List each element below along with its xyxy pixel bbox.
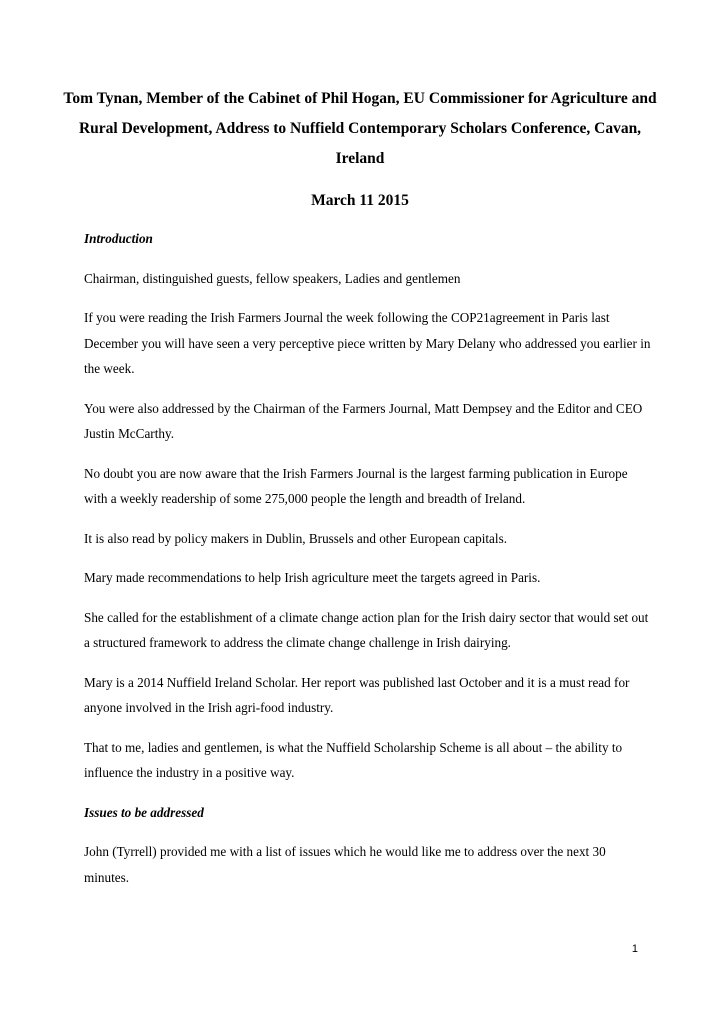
paragraph: You were also addressed by the Chairman of the Farmers Journal, Matt Dempsey and the Editor and CEO Justin McCarthy. <box>84 400 643 441</box>
paragraph: Chairman, distinguished guests, fellow speakers, Ladies and gentlemen <box>84 270 461 286</box>
document-date: March 11 2015 <box>311 192 409 209</box>
paragraph: Mary is a 2014 Nuffield Ireland Scholar. Her report was published last October and it is a must read for anyone involved in the Irish agri-food industry. <box>84 674 630 715</box>
section-heading-introduction: Introduction <box>84 231 153 246</box>
paragraph: No doubt you are now aware that the Irish Farmers Journal is the largest farming publication in Europe with a weekly readership of some 275,000 people the length and breadth of Ireland. <box>84 465 628 506</box>
section-heading-issues: Issues to be addressed <box>84 804 204 820</box>
paragraph: She called for the establishment of a climate change action plan for the Irish dairy sector that would set out a structured framework to address the climate change challenge in Irish dairying. <box>84 609 649 650</box>
paragraph: Mary made recommendations to help Irish agriculture meet the targets agreed in Paris. <box>84 570 541 585</box>
document-title: Tom Tynan, Member of the Cabinet of Phil Hogan, EU Commissioner for Agriculture and Rural Development, Address to Nuffield Contemporary Scholars Conference, Cavan, Ireland <box>63 90 657 167</box>
paragraph: John (Tyrrell) provided me with a list of issues which he would like me to address over the next 30 minutes. <box>84 844 606 885</box>
document-body <box>84 226 654 904</box>
paragraph: That to me, ladies and gentlemen, is what the Nuffield Scholarship Scheme is all about – the ability to influence the industry in a positive way. <box>84 739 623 780</box>
paragraph: It is also read by policy makers in Dublin, Brussels and other European capitals. <box>84 530 507 546</box>
paragraph: If you were reading the Irish Farmers Journal the week following the COP21agreement in Paris last December you will have seen a very perceptive piece written by Mary Delany who addressed you earlier in the week. <box>84 310 651 376</box>
page-number: 1 <box>631 943 638 955</box>
